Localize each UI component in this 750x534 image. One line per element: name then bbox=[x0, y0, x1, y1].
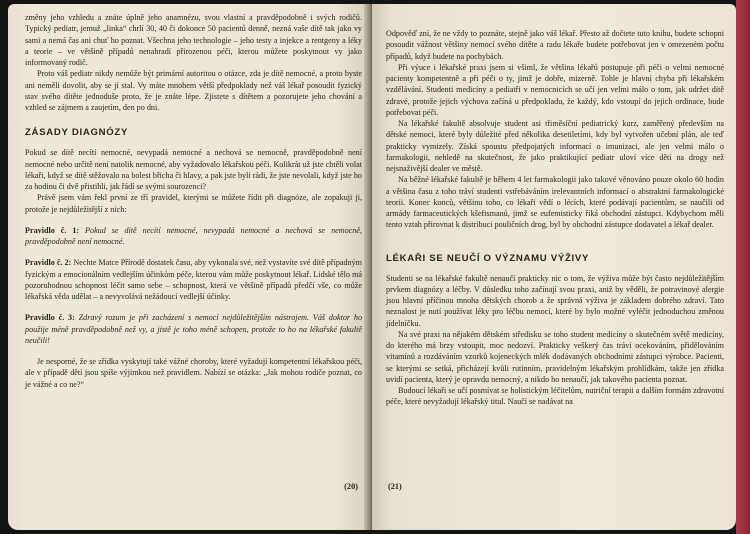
page-number: (20) bbox=[344, 482, 358, 491]
paragraph: Na své praxi na nějakém dětském středisku se toho student medicíny o skutečném světě medicíny, do kterého má brzy vstoupit, moc nedozví. Prakticky veškerý čas tráví ocekováním, přidělováním vitamínů a rozdáváním vzorků kojeneckých mlék dodávaných obchodními zástupci výrobce. Pacienti, se kterými se setká, přicházejí kvůli rutinním, pravidelným lékařským prohlídkám, takže jen zřídka uvidí pacienta, který je opravdu nemocný, a nikdo ho nenaučí, jak takového pacienta poznat. bbox=[386, 329, 724, 384]
paragraph: Na běžné lékařské fakultě je během 4 let farmakologii jako takové věnováno pouze okolo 60 hodin a většina času z toho tráví studenti vstřebáváním irelevantních informací o abstraktní farmakologické teorii. Konec konců, většinu toho, co lékaři vědí o lécích, které podávají pacientům, se naučili od armády farmaceutických kšeftsmanů, jimž se eufemisticky říká obchodní zástupci. Kdybychom měli tento vztah přirovnat k distribuci pouličních drog, byl by obchodní zástupce dodavatel a lékař dealer. bbox=[386, 175, 724, 230]
rule-3 bbox=[25, 312, 362, 346]
section-heading: ZÁSADY DIAGNÓZY bbox=[25, 127, 129, 139]
right-page bbox=[372, 4, 736, 530]
paragraph: Studenti se na lékařské fakultě nenaučí prakticky nic o tom, že výživa může být často nejdůležitějším prvkem diagnózy a léčby. V důsledku toho začínají svou praxi, aniž by věděli, že potravinové alergie jsou hlavní příčinou mnoha dětských chorob a že správná výživa je základem dobrého zdraví. Tato neznalost je nutí používat léky pro léčbu nemocí, které by bylo možné vyléčit jednoduchou změnou jídelníčku. bbox=[386, 273, 724, 328]
rule-label: Pravidlo č. 2: bbox=[25, 258, 72, 268]
paragraph: Při výuce i lékařské praxi jsem si všiml, že většina lékařů postupuje při péči o velmi nemocné pacienty kompetentně a při péči o ty, jimž je dobře, mizerně. Tohle je hlavní chyba při lékařském vzdělávání. Studenti medicíny a pediatři v nemocnicích se učí jen velmi málo o tom, jak udržet dítě zdravé, protože jejich výchova začíná u předpokladu, že každý, kdo vstoupí do jejich ordinace, bude potřebovat péči. bbox=[386, 62, 724, 117]
rule-text: Zdravý rozum je při zacházení s nemocí nejdůležitějším nástrojem. Váš doktor ho použije méně pravděpodobně než vy, a jistě je toho méně schopen, protože to ho na lékařské fakultě neučili! bbox=[25, 313, 363, 345]
page-edge-marker bbox=[736, 0, 750, 534]
paragraph: Pokud se dítě necítí nemocné, nevypadá nemocné a nechová se nemocně, pravděpodobně není nemocné nebo určitě není natolik nemocné, aby vyžadovalo lékařskou péči. Kolikrát už jste chtěli volat lékaři, když se dítě stěžovalo na bolest břicha či hlavy, a pak jste byli rádi, že jste nevolali, když jste ho za hodinu či dvě přistihli, jak řádí se svými sourozenci? bbox=[25, 148, 362, 191]
paragraph: Na lékařské fakultě absolvuje student asi třiměsíční pediatrický kurz, zaměřený především na dětské nemoci, které byly důležité před několika desetiletími, kdy byl vytvořen učební plán, ale teď prakticky vymizely. Získá spoustu předpojatých informací o imunizaci, ale jen velmi málo o farmakologii, nehledě na skutečnost, že jako praktikující pediatr uloví více dětí na drogy než nejsnaživější dealer ve městě. bbox=[386, 119, 724, 173]
rule-text: Nechte Matce Přírodě dostatek času, aby vykonala své, než vystavíte své dítě případným fyzickým a emocionálním vedlejším účinkům péče, kterou vám může poskytnout lékař. Lidské tělo má pozoruhodnou schopnost léčit samo sebe – schopnost, která ve většině případů předčí vše, co může lékařská věda udělat – a nevyvolává nežádoucí vedlejší účinky. bbox=[25, 258, 362, 301]
paragraph: změny jeho vzhledu a znáte úplně jeho anamnézu, svou vlastní a pravděpodobně i svých rodičů. Typický pediatr, jemuž „linka“ chrlí 30, 40 či dokonce 50 pacientů denně, nezná vaše dítě tak jako vy sami a nemá čas ani chuť ho poznat. Všechna jeho technologie – jeho testy a injekce a rentgeny a léky a teorie – ve většině případů nenahradí přirozenou péči, kterou můžete poskytnout vy jako informovaný rodič. bbox=[25, 13, 362, 67]
paragraph: Je nesporné, že se zřídka vyskytují také vážné choroby, které vyžadují kompetentní lékařskou péči, ale v případě dětí jsou spíše výjimkou než pravidlem. Nabízí se otázka: „Jak mohou rodiče poznat, co je vážné a co ne?“ bbox=[25, 357, 362, 389]
paragraph: Právě jsem vám řekl první ze tří pravidel, kterými se můžete řídit při diagnóze, ale zopakuji ji, protože je nejdůležitější z nich: bbox=[25, 193, 362, 214]
paragraph: Odpověď zní, že ne vždy to poznáte, stejně jako váš lékař. Přesto až dočtete tuto knihu, budete schopni posoudit vážnost většiny nemocí svého dítěte a radu lékaře budete potřebovat jen v omezeném počtu případů, když budete na pochybách. bbox=[386, 29, 724, 61]
paragraph: Budoucí lékaři se učí posmívat se holistickým léčitelům, nutriční terapii a dalším formám zdravotní péče, které nevyžadují lékařský titul. Naučí se nadávat na bbox=[386, 386, 724, 407]
rule-label: Pravidlo č. 1: bbox=[25, 225, 80, 235]
rule-label: Pravidlo č. 3: bbox=[25, 313, 75, 323]
left-page-intro bbox=[25, 12, 362, 113]
page-number: (21) bbox=[388, 482, 402, 491]
rule-2 bbox=[25, 257, 362, 302]
rule-1 bbox=[25, 225, 362, 248]
section-heading: LÉKAŘI SE NEUČÍ O VÝZNAMU VÝŽIVY bbox=[386, 252, 590, 264]
paragraph: Proto váš pediatr nikdy nemůže být primární autoritou o otázce, zda je dítě nemocné, a proto byste ani neměli dovolit, aby se jí stal. Vy máte mnohem větší předpoklady než váš lékař posoudit fyzický stav svého dítěte jednoduše proto, že je znáte lépe. Zjistete s dítětem a pozorujete jeho chování a vzhled se zájmem a zaujetím, den po dni. bbox=[25, 69, 362, 112]
rule-text: Pokud se dítě necítí nemocné, nevypadá nemocné a nechová se nemocně, pravděpodobně není nemocné. bbox=[25, 225, 362, 246]
left-page bbox=[8, 4, 370, 530]
